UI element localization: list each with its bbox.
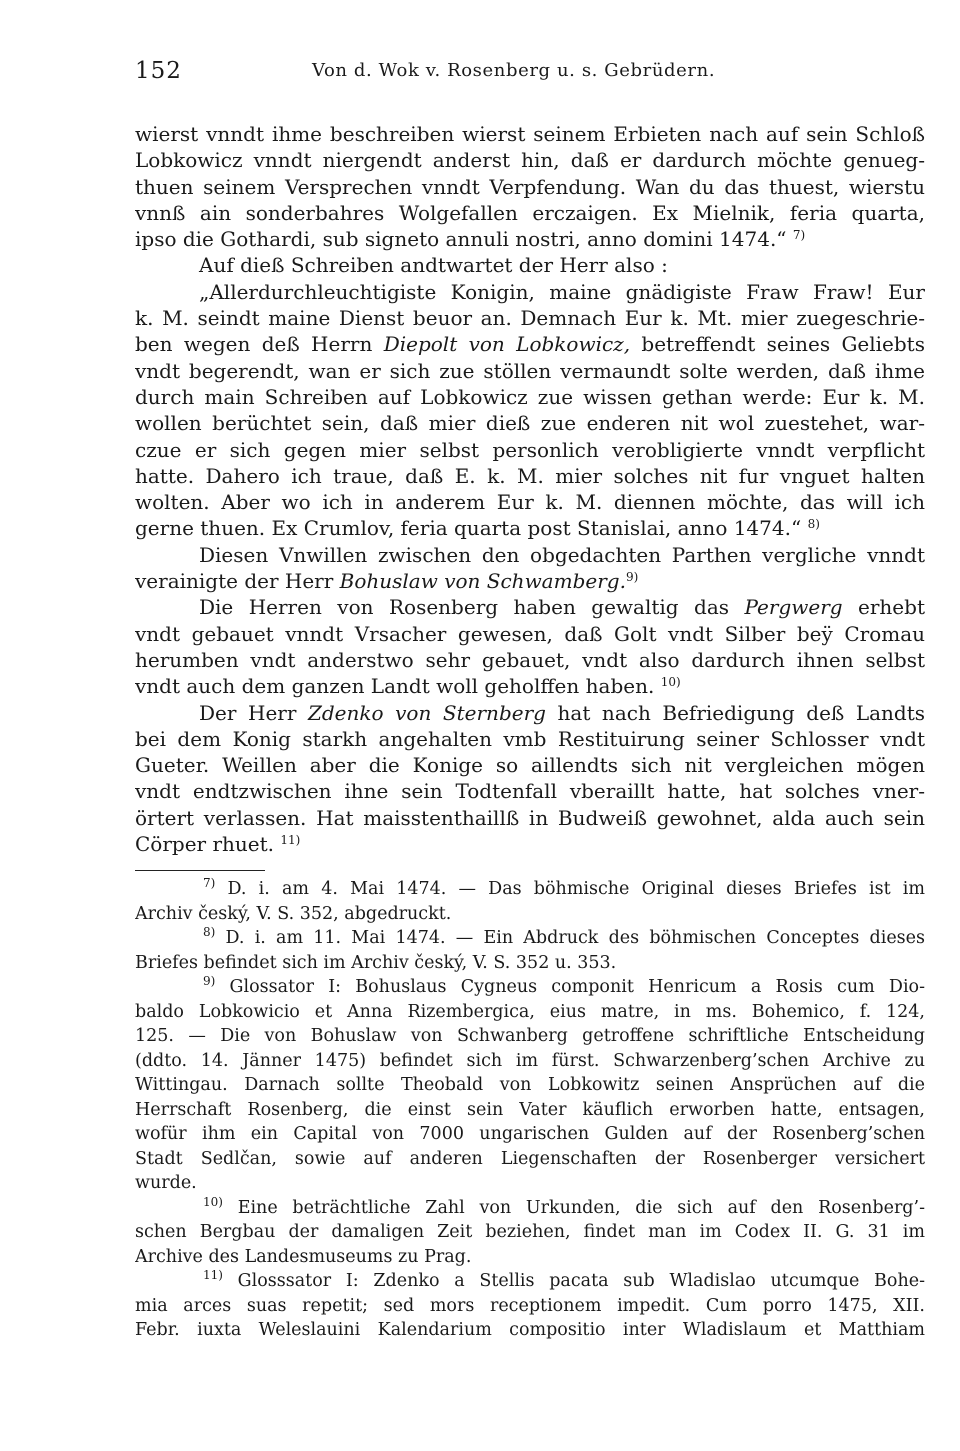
- text-line: [135, 252, 925, 278]
- text-span: durch main Schreiben auf Lobkowicz zue wissen gethan werde: Eur k. M.: [135, 384, 925, 409]
- footnote-line: [135, 926, 925, 951]
- text-line: [135, 831, 925, 857]
- text-span: ben wegen deß Herrn: [135, 332, 384, 357]
- footnote-line: [135, 1245, 925, 1270]
- text-span: Gueter. Weillen aber die Konige so aillendts sich nit vergleichen mögen: [135, 753, 925, 778]
- text-span: Die Herren von Rosenberg haben gewaltig das: [199, 595, 745, 620]
- footnote-marker: 11): [203, 1269, 223, 1282]
- text-line: [135, 752, 925, 778]
- text-line: [135, 542, 925, 568]
- footnote-line: [135, 1294, 925, 1319]
- text-line: [135, 568, 925, 594]
- text-line: [135, 226, 925, 252]
- text-span: k. M. seindt maine Dienst beuor an. Demnach Eur k. Mt. mier zuegeschrie-: [135, 306, 925, 331]
- text-span: vndt auch dem ganzen Landt woll geholffen haben.: [135, 674, 661, 699]
- text-span: Der Herr: [199, 700, 308, 725]
- text-span: herumben vndt anderstwo sehr gebauet, vndt also dardurch ihnen selbst: [135, 647, 925, 672]
- text-span: gerne thuen. Ex Crumlov, feria quarta post Stanislai, anno 1474.“: [135, 516, 808, 541]
- text-line: [135, 384, 925, 410]
- text-line: [135, 647, 925, 673]
- text-span: 125. — Die von Bohuslaw von Schwanberg getroffene schriftliche Entscheidung: [135, 1026, 925, 1046]
- text-span: Archiv český, V. S. 352, abgedruckt.: [135, 903, 452, 924]
- footnote-line: [135, 1196, 925, 1221]
- text-line: [135, 673, 925, 699]
- footnote-line: [135, 1024, 925, 1049]
- page-number: 152: [135, 58, 182, 84]
- text-span: wierst vnndt ihme beschreiben wierst seinem Erbieten nach auf sein Schloß: [135, 122, 925, 146]
- text-span: wofür ihm ein Capital von 7000 ungarischen Gulden auf der Rosenberg’schen: [135, 1124, 925, 1144]
- text-line: [135, 805, 925, 831]
- footnote-line: [135, 951, 925, 976]
- text-line: [135, 726, 925, 752]
- text-span: baldo Lobkowicio et Anna Rizembergica, eius matre, in ms. Bohemico, f. 124,: [135, 1001, 925, 1022]
- footnote-line: [135, 1318, 925, 1343]
- text-span: wollen berüchtet sein, daß mier dieß zue enderen nit wol zuestehet, war-: [135, 411, 925, 436]
- page-header: [135, 58, 925, 92]
- italic-name: Diepolt von Lobkowicz,: [383, 332, 631, 357]
- text-span: verainigte der Herr: [135, 569, 340, 594]
- text-span: D. i. am 4. Mai 1474. — Das böhmische Original dieses Briefes ist im: [215, 879, 925, 899]
- text-line: [135, 621, 925, 647]
- footnote-line: [135, 1171, 925, 1196]
- text-span: Diesen Vnwillen zwischen den obgedachten Parthen vergliche vnndt: [199, 542, 925, 567]
- text-line: [135, 358, 925, 384]
- footnote-line: [135, 1147, 925, 1172]
- footnote-line: [135, 1098, 925, 1123]
- text-span: D. i. am 11. Mai 1474. — Ein Abdruck des böhmischen Conceptes dieses: [215, 928, 925, 948]
- footnotes: [135, 877, 925, 1343]
- text-span: Glosssator I: Zdenko a Stellis pacata sub Wladislao utcumque Bohe-: [222, 1271, 925, 1291]
- footnote-line: [135, 1220, 925, 1245]
- italic-name: Bohuslaw von Schwamberg.: [339, 569, 626, 594]
- text-span: Archive des Landesmuseums zu Prag.: [135, 1246, 472, 1267]
- footnote-reference: 9): [625, 570, 639, 585]
- footnote-marker: 9): [203, 975, 216, 988]
- italic-name: Zdenko von Sternberg: [307, 700, 546, 725]
- text-span: vndt endtzwischen ihne sein Todtenfall vberaillt hatte, hat solches vner-: [135, 779, 925, 804]
- text-span: bei dem Konig starkh angehalten vmb Restituirung seiner Schlosser vndt: [135, 726, 925, 751]
- text-line: [135, 594, 925, 620]
- footnote-line: [135, 975, 925, 1000]
- text-line: [135, 331, 925, 357]
- text-span: Auf dieß Schreiben andtwartet der Herr also :: [199, 253, 668, 278]
- text-span: Cörper rhuet.: [135, 832, 281, 857]
- text-line: [135, 463, 925, 489]
- footnote-line: [135, 902, 925, 927]
- text-span: betreffendt seines Geliebts: [630, 332, 925, 357]
- text-span: vnnß ain sonderbahres Wolgefallen erczaigen. Ex Mielnik, feria quarta,: [135, 200, 925, 225]
- text-span: Briefes befindet sich im Archiv český, V. S. 352 u. 353.: [135, 952, 617, 973]
- footnote-line: [135, 1269, 925, 1294]
- text-span: örtert verlassen. Hat maisstenthaillß in Budweiß gewohnet, alda auch sein: [135, 805, 925, 830]
- text-span: schen Bergbau der damaligen Zeit beziehen, findet man im Codex II. G. 31 im: [135, 1222, 925, 1242]
- text-span: mia arces suas repetit; sed mors receptionem impedit. Cum porro 1475, XII.: [135, 1295, 925, 1316]
- text-span: ipso die Gothardi, sub signeto annuli nostri, anno domini 1474.“: [135, 227, 793, 252]
- text-span: (ddto. 14. Jänner 1475) befindet sich im fürst. Schwarzenberg’schen Archive zu: [135, 1050, 925, 1071]
- text-line: [135, 174, 925, 200]
- text-line: [135, 147, 925, 173]
- text-span: Eine beträchtliche Zahl von Urkunden, die sich auf den Rosenberg’-: [222, 1197, 925, 1218]
- footnote-marker: 7): [203, 877, 216, 890]
- footnote-line: [135, 1000, 925, 1025]
- footnote-line: [135, 1049, 925, 1074]
- text-span: Febr. iuxta Weleslauini Kalendarium compositio inter Wladislaum et Matthiam: [135, 1320, 925, 1340]
- text-line: [135, 305, 925, 331]
- footnote-divider: [135, 870, 265, 871]
- footnote-line: [135, 877, 925, 902]
- footnote-line: [135, 1122, 925, 1147]
- footnote-marker: 10): [203, 1195, 223, 1209]
- text-line: [135, 700, 925, 726]
- text-line: [135, 489, 925, 515]
- text-span: wolten. Aber wo ich in anderem Eur k. M. diennen möchte, das will ich: [135, 490, 925, 515]
- footnote-reference: 11): [280, 833, 301, 848]
- text-span: hat nach Befriedigung deß Landts: [545, 700, 925, 725]
- text-span: „Allerdurchleuchtigiste Konigin, maine gnädigiste Fraw Fraw! Eur: [199, 279, 925, 304]
- text-span: hatte. Dahero ich traue, daß E. k. M. mier solches nit fur vnguet halten: [135, 463, 925, 488]
- footnote-line: [135, 1073, 925, 1098]
- text-span: Lobkowicz vnndt niergendt anderst hin, daß er dardurch möchte genueg-: [135, 148, 925, 173]
- footnote-reference: 8): [807, 517, 820, 532]
- italic-name: Pergwerg: [744, 595, 843, 620]
- text-span: Stadt Sedlčan, sowie auf anderen Liegenschaften der Rosenberger versichert: [135, 1148, 925, 1169]
- text-line: [135, 200, 925, 226]
- text-span: wurde.: [135, 1173, 197, 1193]
- running-title: Von d. Wok v. Rosenberg u. s. Gebrüdern.: [312, 60, 716, 81]
- text-line: [135, 437, 925, 463]
- text-span: Herrschaft Rosenberg, die einst sein Vater käuflich erworben hatte, entsagen,: [135, 1099, 925, 1120]
- footnote-reference: 7): [792, 228, 806, 243]
- text-span: Glossator I: Bohuslaus Cygneus componit Henricum a Rosis cum Dio-: [215, 977, 925, 997]
- main-text: [135, 121, 925, 857]
- text-span: vndt begerendt, wan er sich zue stöllen vermaundt solte werden, daß ihme: [135, 358, 925, 383]
- text-span: erhebt: [842, 595, 925, 620]
- text-span: thuen seinem Versprechen vnndt Verpfendung. Wan du das thuest, wierstu: [135, 174, 925, 199]
- text-line: [135, 515, 925, 541]
- text-line: [135, 279, 925, 305]
- footnote-marker: 8): [203, 926, 216, 939]
- footnote-reference: 10): [660, 675, 681, 690]
- text-span: Wittingau. Darnach sollte Theobald von Lobkowitz seinen Ansprüchen auf die: [135, 1075, 925, 1095]
- text-line: [135, 121, 925, 147]
- text-span: vndt gebauet vnndt Vrsacher gewesen, daß Golt vndt Silber beÿ Cromau: [135, 621, 925, 646]
- text-line: [135, 410, 925, 436]
- text-span: czue er sich gegen mier selbst personlich verobligierte vnndt verpflicht: [135, 437, 925, 462]
- text-line: [135, 778, 925, 804]
